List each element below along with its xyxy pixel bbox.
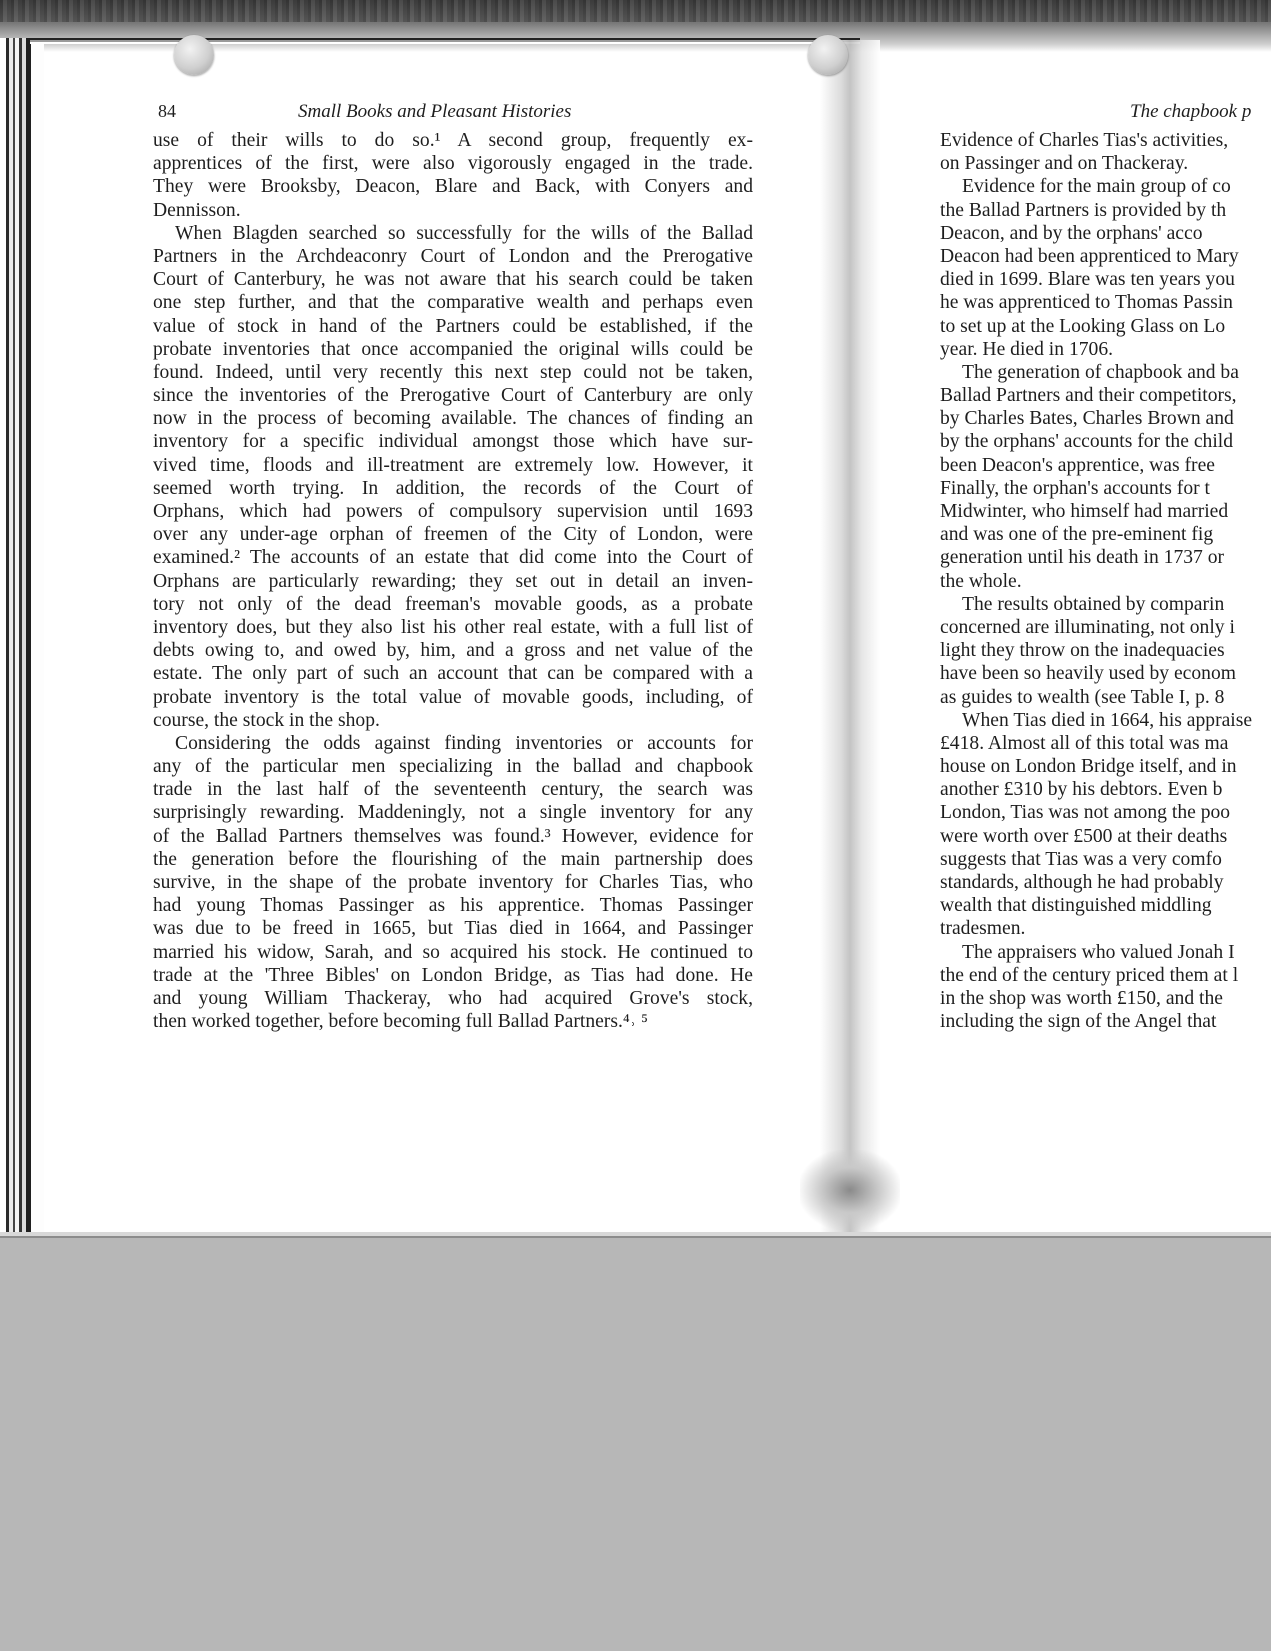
text-line: trade in the last half of the seventeenth century, the search was	[153, 779, 753, 801]
text-line: vived time, floods and ill-treatment are extremely low. However, it	[153, 454, 753, 476]
text-line: The results obtained by comparin	[962, 593, 1225, 615]
binder-hole-left	[174, 35, 214, 75]
text-line: married his widow, Sarah, and so acquired his stock. He continued to	[153, 941, 753, 963]
text-line: over any under-age orphan of freemen of the City of London, were	[153, 524, 753, 546]
gutter-bottom-shadow	[800, 1150, 900, 1230]
scanner-bed-edge	[0, 1236, 1271, 1238]
text-line: tradesmen.	[940, 918, 1026, 940]
text-line: debts owing to, and owed by, him, and a gross and net value of the	[153, 640, 753, 662]
text-line: apprentices of the first, were also vigorously engaged in the trade.	[153, 153, 753, 175]
text-line: Orphans are particularly rewarding; they set out in detail an inven-	[153, 570, 753, 592]
text-line: £418. Almost all of this total was ma	[940, 732, 1229, 754]
text-line: found. Indeed, until very recently this next step could not be taken,	[153, 361, 753, 383]
text-line: have been so heavily used by econom	[940, 663, 1236, 685]
text-line: The generation of chapbook and ba	[962, 361, 1239, 383]
text-line: on Passinger and on Thackeray.	[940, 153, 1189, 175]
text-line: concerned are illuminating, not only i	[940, 616, 1235, 638]
text-line: another £310 by his debtors. Even b	[940, 779, 1223, 801]
text-line: as guides to wealth (see Table I, p. 8	[940, 686, 1225, 708]
text-line: the whole.	[940, 570, 1022, 592]
text-line: The appraisers who valued Jonah I	[962, 941, 1235, 963]
text-line: to set up at the Looking Glass on Lo	[940, 315, 1226, 337]
text-line: the generation before the flourishing of the main partnership does	[153, 848, 753, 870]
text-line: inventory does, but they also list his other real estate, with a full list of	[153, 616, 753, 638]
text-line: trade at the 'Three Bibles' on London Bridge, as Tias had done. He	[153, 964, 753, 986]
scanner-bed-background	[0, 1236, 1271, 1651]
text-line: Evidence of Charles Tias's activities,	[940, 130, 1229, 151]
text-line: Dennisson.	[153, 199, 241, 221]
book-page-edges	[0, 38, 44, 1238]
text-line: survive, in the shape of the probate inventory for Charles Tias, who	[153, 872, 753, 893]
right-body-text	[940, 129, 1271, 1033]
left-body-text	[153, 129, 753, 1033]
running-title: Small Books and Pleasant Histories	[298, 101, 572, 122]
text-line: house on London Bridge itself, and in	[940, 756, 1237, 778]
text-line: Considering the odds against finding inventories or accounts for	[175, 732, 753, 754]
text-line: tory not only of the dead freeman's movable goods, as a probate	[153, 593, 753, 615]
text-line: year. He died in 1706.	[940, 338, 1114, 360]
page-number: 84	[158, 101, 176, 121]
text-line: light they throw on the inadequacies	[940, 640, 1225, 662]
text-line: Court of Canterbury, he was not aware that his search could be taken	[153, 269, 753, 291]
text-line: They were Brooksby, Deacon, Blare and Back, with Conyers and	[153, 176, 753, 198]
text-line: he was apprenticed to Thomas Passin	[940, 292, 1233, 314]
text-line: was due to be freed in 1665, but Tias died in 1664, and Passinger	[153, 918, 753, 940]
text-line: Partners in the Archdeaconry Court of London and the Prerogative	[153, 245, 753, 267]
text-line: by the orphans' accounts for the child	[940, 431, 1233, 453]
scanner-top-band	[0, 0, 1271, 22]
right-page	[940, 95, 1271, 1033]
text-line: When Tias died in 1664, his appraise	[962, 709, 1253, 731]
text-line: seemed worth trying. In addition, the records of the Court of	[153, 477, 753, 499]
text-line: probate inventory is the total value of movable goods, including, of	[153, 686, 753, 708]
text-line: inventory for a specific individual amongst those which have sur-	[153, 431, 753, 453]
text-line: surprisingly rewarding. Maddeningly, not a single inventory for any	[153, 802, 753, 824]
left-page	[153, 95, 753, 1033]
text-line: estate. The only part of such an account that can be compared with a	[153, 663, 753, 685]
text-line: died in 1699. Blare was ten years you	[940, 269, 1235, 291]
text-line: Ballad Partners and their competitors,	[940, 385, 1237, 407]
right-running-head	[940, 95, 1271, 129]
text-line: and young William Thackeray, who had acquired Grove's stock,	[153, 987, 753, 1009]
text-line: probate inventories that once accompanied the original wills could be	[153, 338, 753, 360]
page-top-edge	[30, 38, 860, 44]
text-line: When Blagden searched so successfully for the wills of the Ballad	[175, 222, 753, 244]
text-line: wealth that distinguished middling	[940, 895, 1212, 917]
text-line: including the sign of the Angel that	[940, 1011, 1217, 1033]
text-line: generation until his death in 1737 or	[940, 547, 1225, 569]
right-running-title: The chapbook p	[1130, 101, 1252, 122]
text-line: had young Thomas Passinger as his apprentice. Thomas Passinger	[153, 895, 753, 917]
text-line: Orphans, which had powers of compulsory supervision until 1693	[153, 501, 753, 522]
text-line: since the inventories of the Prerogative Court of Canterbury are only	[153, 385, 753, 407]
text-line: suggests that Tias was a very comfo	[940, 848, 1222, 870]
text-line: Finally, the orphan's accounts for t	[940, 477, 1210, 499]
text-line: examined.² The accounts of an estate that did come into the Court of	[153, 547, 753, 569]
text-line: any of the particular men specializing in the ballad and chapbook	[153, 756, 753, 778]
text-line: Deacon, and by the orphans' acco	[940, 222, 1203, 244]
text-line: in the shop was worth £150, and the	[940, 987, 1223, 1009]
binder-hole-right	[808, 35, 848, 75]
text-line: were worth over £500 at their deaths	[940, 825, 1228, 847]
text-line: of the Ballad Partners themselves was found.³ However, evidence for	[153, 825, 753, 847]
text-line: and was one of the pre-eminent fig	[940, 524, 1214, 546]
text-line: been Deacon's apprentice, was free	[940, 454, 1215, 476]
text-line: value of stock in hand of the Partners could be established, if the	[153, 315, 753, 337]
text-line: one step further, and that the comparative wealth and perhaps even	[153, 292, 753, 314]
left-running-head	[153, 95, 753, 129]
text-line: Midwinter, who himself had married	[940, 501, 1229, 522]
text-line: then worked together, before becoming full Ballad Partners.⁴˒ ⁵	[153, 1011, 648, 1033]
text-line: Evidence for the main group of co	[962, 176, 1231, 198]
text-line: now in the process of becoming available. The chances of finding an	[153, 408, 753, 430]
text-line: by Charles Bates, Charles Brown and	[940, 408, 1234, 430]
text-line: the end of the century priced them at l	[940, 964, 1239, 986]
text-line: London, Tias was not among the poo	[940, 802, 1231, 824]
text-line: the Ballad Partners is provided by th	[940, 199, 1227, 221]
text-line: standards, although he had probably	[940, 872, 1224, 893]
text-line: Deacon had been apprenticed to Mary	[940, 245, 1239, 267]
text-line: use of their wills to do so.¹ A second group, frequently ex-	[153, 130, 753, 151]
book-gutter-shadow	[820, 40, 880, 1240]
text-line: course, the stock in the shop.	[153, 709, 380, 731]
